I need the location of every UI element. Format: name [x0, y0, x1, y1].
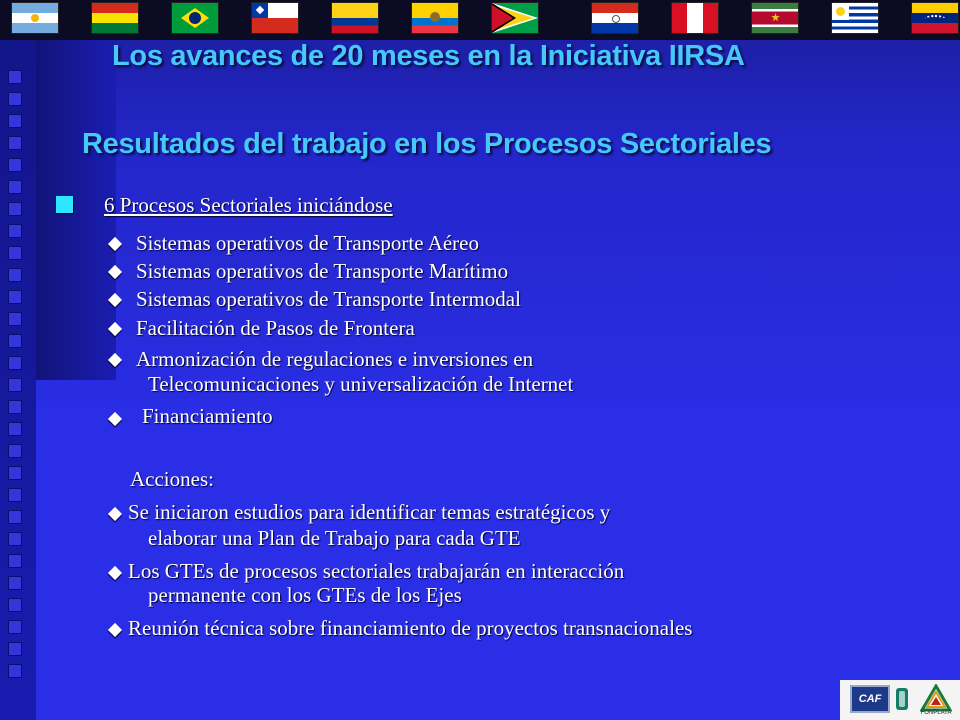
strip-square [8, 356, 22, 370]
strip-square [8, 510, 22, 524]
caf-logo: CAF [850, 685, 890, 713]
strip-square [8, 488, 22, 502]
diamond-bullet-icon [108, 412, 122, 426]
accion-item: Los GTEs de procesos sectoriales trabajarán en interacción [128, 559, 625, 583]
bid-logo-icon [894, 687, 910, 711]
page-title: Los avances de 20 meses en la Iniciativa IIRSA [112, 40, 745, 72]
sub-bullet-item: Sistemas operativos de Transporte Intermodal [136, 287, 521, 311]
strip-square [8, 246, 22, 260]
acciones-label: Acciones: [130, 467, 214, 491]
flag-suriname-icon [752, 3, 798, 33]
accion-item: Se iniciaron estudios para identificar temas estratégicos y [128, 500, 611, 524]
accion-item-continuation: elaborar una Plan de Trabajo para cada GTE [148, 526, 521, 550]
sub-bullet-item: Sistemas operativos de Transporte Aéreo [136, 231, 479, 255]
flag-colombia-icon [332, 3, 378, 33]
flags-bar [0, 0, 960, 40]
strip-square [8, 598, 22, 612]
accion-item: Reunión técnica sobre financiamiento de proyectos transnacionales [128, 616, 693, 640]
strip-square [8, 642, 22, 656]
flag-guyana-icon [492, 3, 538, 33]
strip-square [8, 158, 22, 172]
strip-square [8, 268, 22, 282]
flag-venezuela-icon [912, 3, 958, 33]
sub-bullet-item: Financiamiento [142, 404, 273, 428]
strip-square [8, 70, 22, 84]
strip-square [8, 92, 22, 106]
sub-bullet-item-continuation: Telecomunicaciones y universalización de Internet [148, 372, 574, 396]
left-decorative-strip [0, 40, 36, 720]
strip-square [8, 312, 22, 326]
flag-ecuador-icon [412, 3, 458, 33]
flag-chile-icon [252, 3, 298, 33]
diamond-bullet-icon [108, 507, 122, 521]
sub-bullet-item: Facilitación de Pasos de Frontera [136, 316, 415, 340]
strip-square [8, 554, 22, 568]
sub-bullet-item: Armonización de regulaciones e inversiones en [136, 347, 534, 371]
square-bullet-icon [56, 196, 73, 213]
strip-square [8, 422, 22, 436]
strip-square [8, 532, 22, 546]
strip-square [8, 180, 22, 194]
strip-square [8, 378, 22, 392]
strip-square [8, 444, 22, 458]
strip-square [8, 576, 22, 590]
sub-bullet-item: Sistemas operativos de Transporte Marítimo [136, 259, 509, 283]
strip-square [8, 466, 22, 480]
strip-square [8, 400, 22, 414]
flag-paraguay-icon [592, 3, 638, 33]
flag-argentina-icon [12, 3, 58, 33]
flag-peru-icon [672, 3, 718, 33]
strip-square [8, 136, 22, 150]
main-bullet-text: 6 Procesos Sectoriales iniciándose [104, 193, 393, 217]
strip-square [8, 290, 22, 304]
strip-square [8, 114, 22, 128]
flag-bolivia-icon [92, 3, 138, 33]
strip-square [8, 224, 22, 238]
strip-square [8, 620, 22, 634]
sponsor-logos [840, 680, 960, 720]
flag-brazil-icon [172, 3, 218, 33]
strip-square [8, 664, 22, 678]
diamond-bullet-icon [108, 566, 122, 580]
strip-square [8, 202, 22, 216]
strip-square [8, 334, 22, 348]
page-subtitle: Resultados del trabajo en los Procesos Sectoriales [82, 128, 772, 160]
diamond-bullet-icon [108, 623, 122, 637]
fonplata-logo-text: FONPLATA [920, 710, 952, 716]
flag-uruguay-icon [832, 3, 878, 33]
accion-item-continuation: permanente con los GTEs de los Ejes [148, 583, 462, 607]
